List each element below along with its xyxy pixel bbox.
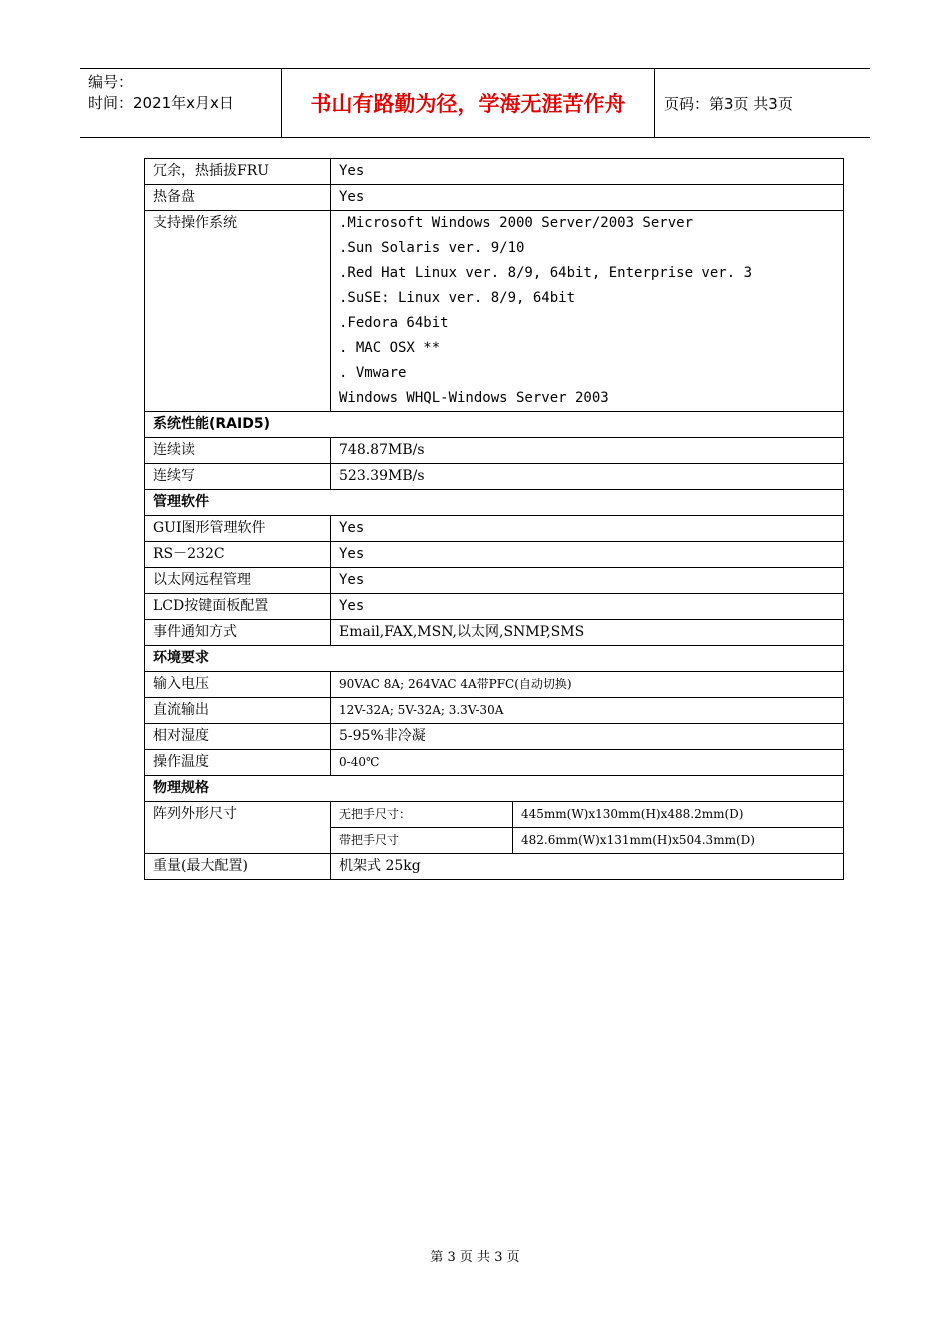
row-value: Email,FAX,MSN,以太网,SNMP,SMS xyxy=(331,620,844,646)
page-footer: 第 3 页 共 3 页 xyxy=(430,1250,520,1265)
table-row xyxy=(145,620,844,646)
row-value: 90VAC 8A; 264VAC 4A带PFC(自动切换) xyxy=(331,672,844,698)
os-item: .SuSE: Linux ver. 8/9, 64bit xyxy=(339,290,576,306)
table-row xyxy=(145,438,844,464)
row-label: RS－232C xyxy=(145,542,331,568)
section-heading: 物理规格 xyxy=(145,776,844,802)
row-value: 12V-32A; 5V-32A; 3.3V-30A xyxy=(331,698,844,724)
os-item: .Sun Solaris ver. 9/10 xyxy=(339,240,525,256)
spec-table xyxy=(144,158,844,880)
number-label: 编号： xyxy=(88,73,134,91)
sub-value: 482.6mm(W)x131mm(H)x504.3mm(D) xyxy=(513,828,844,854)
table-row xyxy=(145,516,844,542)
section-heading: 环境要求 xyxy=(145,646,844,672)
header-meta xyxy=(80,69,280,137)
row-value: Yes xyxy=(331,594,844,620)
section-heading: 系统性能(RAID5) xyxy=(145,412,844,438)
row-label: 阵列外形尺寸 xyxy=(145,802,331,854)
table-row xyxy=(145,542,844,568)
sub-value: 445mm(W)x130mm(H)x488.2mm(D) xyxy=(513,802,844,828)
sub-label: 无把手尺寸： xyxy=(331,802,513,828)
os-list xyxy=(331,211,844,412)
row-label: 以太网远程管理 xyxy=(145,568,331,594)
table-row xyxy=(145,802,844,828)
row-label: 支持操作系统 xyxy=(145,211,331,412)
row-label: 连续读 xyxy=(145,438,331,464)
header-motto: 书山有路勤为径，学海无涯苦作舟 xyxy=(310,92,626,116)
os-item: .Microsoft Windows 2000 Server/2003 Server xyxy=(339,215,694,231)
section-heading: 管理软件 xyxy=(145,490,844,516)
section-row xyxy=(145,490,844,516)
table-row xyxy=(145,724,844,750)
table-row xyxy=(145,594,844,620)
row-value: 机架式 25kg xyxy=(331,854,844,880)
row-value: Yes xyxy=(331,516,844,542)
table-row xyxy=(145,854,844,880)
page-header xyxy=(80,68,870,138)
row-label: LCD按键面板配置 xyxy=(145,594,331,620)
row-label: GUI图形管理软件 xyxy=(145,516,331,542)
table-row xyxy=(145,698,844,724)
os-item: . Vmware xyxy=(339,365,407,381)
row-label: 操作温度 xyxy=(145,750,331,776)
section-row xyxy=(145,412,844,438)
sub-label: 带把手尺寸 xyxy=(331,828,513,854)
row-label: 直流输出 xyxy=(145,698,331,724)
os-item: . MAC OSX ** xyxy=(339,340,441,356)
header-divider xyxy=(654,69,655,137)
row-label: 热备盘 xyxy=(145,185,331,211)
row-value: Yes xyxy=(331,159,844,185)
date-label: 时间：2021年x月x日 xyxy=(88,94,234,112)
row-value: 0-40℃ xyxy=(331,750,844,776)
row-label: 事件通知方式 xyxy=(145,620,331,646)
row-label: 连续写 xyxy=(145,464,331,490)
header-page-info: 页码：第3页 共3页 xyxy=(664,94,793,113)
row-value: 5-95%非冷凝 xyxy=(331,724,844,750)
table-row xyxy=(145,464,844,490)
row-value: Yes xyxy=(331,568,844,594)
os-item: .Fedora 64bit xyxy=(339,315,449,331)
row-value: Yes xyxy=(331,542,844,568)
section-row xyxy=(145,776,844,802)
table-row xyxy=(145,185,844,211)
row-value: 748.87MB/s xyxy=(331,438,844,464)
os-item: .Red Hat Linux ver. 8/9, 64bit, Enterprise ver. 3 xyxy=(339,265,753,281)
table-row xyxy=(145,159,844,185)
row-label: 相对湿度 xyxy=(145,724,331,750)
row-label: 输入电压 xyxy=(145,672,331,698)
row-label: 重量(最大配置) xyxy=(145,854,331,880)
row-value: Yes xyxy=(331,185,844,211)
row-value: 523.39MB/s xyxy=(331,464,844,490)
row-label: 冗余，热插拔FRU xyxy=(145,159,331,185)
table-row xyxy=(145,568,844,594)
table-row xyxy=(145,750,844,776)
section-row xyxy=(145,646,844,672)
os-item: Windows WHQL-Windows Server 2003 xyxy=(339,390,609,406)
table-row xyxy=(145,672,844,698)
table-row-os xyxy=(145,211,844,412)
